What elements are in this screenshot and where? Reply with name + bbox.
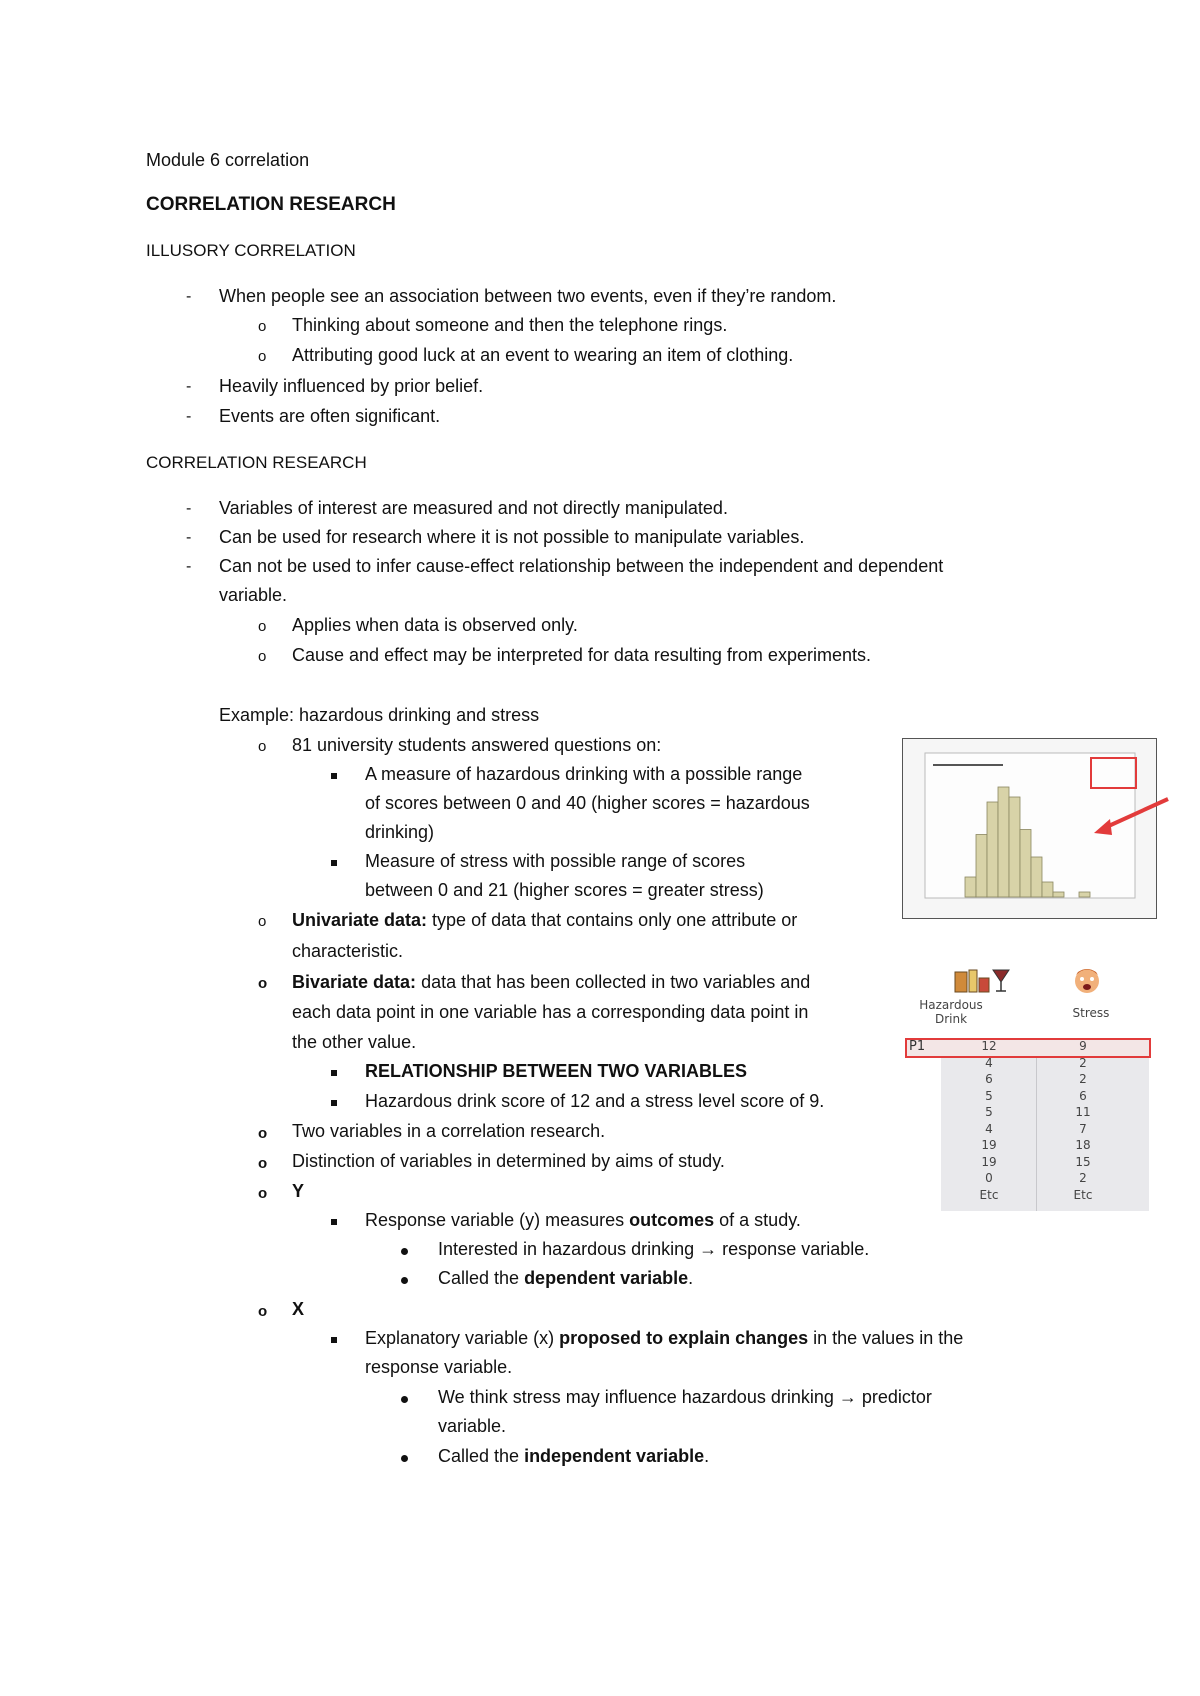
corr-bullet-2: Can be used for research where it is not possible to manipulate variables. xyxy=(219,527,805,547)
histogram-bar xyxy=(998,787,1009,897)
stress-measure-line2: between 0 and 21 (higher scores = greater stress) xyxy=(365,880,764,900)
x-heading: X xyxy=(292,1299,305,1319)
expl-post: in the values in the xyxy=(808,1328,964,1348)
red-arrow-icon xyxy=(1090,795,1170,845)
square-bullet xyxy=(331,1219,337,1225)
circle-bullet: o xyxy=(258,1155,268,1172)
circle-bullet: o xyxy=(258,1303,268,1320)
dash-bullet: - xyxy=(186,529,192,546)
corr-bullet-1: Variables of interest are measured and not directly manipulated. xyxy=(219,498,728,518)
table-cell-hazardous: 19 xyxy=(981,1138,997,1152)
table-cell-hazardous: 19 xyxy=(981,1154,997,1169)
round-bullet xyxy=(401,1396,408,1403)
stress-measure-line1: Measure of stress with possible range of scores xyxy=(365,851,746,871)
corr-sub-2: Cause and effect may be interpreted for data resulting from experiments. xyxy=(292,645,871,665)
predictor-line2: variable. xyxy=(438,1416,507,1436)
table-cell-hazardous: 12 xyxy=(981,1039,997,1053)
circle-bullet: o xyxy=(258,913,267,930)
dash-bullet: - xyxy=(186,378,192,395)
response-detail-1: Interested in hazardous drinking → response variable. xyxy=(438,1239,870,1259)
bivariate-def: data that has been collected in two variables and xyxy=(416,972,811,992)
square-bullet xyxy=(331,1100,337,1106)
explanatory-line2: response variable. xyxy=(365,1357,513,1377)
bivariate-line3: the other value. xyxy=(292,1032,417,1052)
predictor-line1: We think stress may influence hazardous drinking → predictor xyxy=(438,1387,932,1407)
circle-bullet: o xyxy=(258,1125,268,1142)
bivariate-table-figure xyxy=(905,966,1149,1211)
table-cell-stress: 15 xyxy=(1075,1154,1091,1169)
hazard-measure-line1: A measure of hazardous drinking with a possible range xyxy=(365,764,803,784)
dash-bullet: - xyxy=(186,408,192,425)
distinction-note: Distinction of variables in determined by aims of study. xyxy=(292,1151,725,1171)
table-cell-stress: 2 xyxy=(1079,1171,1087,1185)
table-cell-stress: 11 xyxy=(1075,1105,1091,1119)
illusory-bullet-2: Heavily influenced by prior belief. xyxy=(219,376,484,396)
illusory-bullet-1: When people see an association between two events, even if they’re random. xyxy=(219,286,837,306)
indep-post: . xyxy=(704,1446,710,1466)
indep-term: independent variable xyxy=(524,1446,705,1466)
square-bullet xyxy=(331,773,337,779)
indep-pre: Called the xyxy=(438,1446,525,1466)
response-outcomes: outcomes xyxy=(629,1210,715,1230)
main-heading: CORRELATION RESEARCH xyxy=(146,194,396,215)
table-cell-stress: 18 xyxy=(1075,1138,1091,1152)
table-cell-stress: 9 xyxy=(1079,1039,1087,1053)
round-bullet xyxy=(401,1277,408,1284)
table-cell-stress: 6 xyxy=(1079,1088,1087,1103)
table-cell-stress: 2 xyxy=(1079,1055,1087,1070)
histogram-bar xyxy=(965,877,976,897)
univariate-def: type of data that contains only one attribute or xyxy=(427,910,798,930)
section-illusory-title: ILLUSORY CORRELATION xyxy=(146,241,356,260)
response-post: of a study. xyxy=(714,1210,801,1230)
univariate-line2: characteristic. xyxy=(292,941,404,961)
dash-bullet: - xyxy=(186,558,192,575)
round-bullet xyxy=(401,1455,408,1462)
univariate-line1 xyxy=(292,910,797,932)
circle-bullet: o xyxy=(258,1185,268,1202)
bivariate-line1 xyxy=(292,972,810,994)
table-cell-hazardous: 6 xyxy=(985,1072,993,1086)
independent-line xyxy=(438,1446,709,1468)
square-bullet xyxy=(331,1337,337,1343)
bivariate-line2: each data point in one variable has a corresponding data point in xyxy=(292,1002,809,1022)
table-cell-hazardous: 4 xyxy=(985,1121,993,1136)
table-cell-hazardous: Etc xyxy=(979,1187,999,1202)
round-bullet xyxy=(401,1248,408,1255)
p1-row-label: P1 xyxy=(909,1039,926,1054)
response-variable-line xyxy=(365,1210,801,1232)
table-cell-stress: 7 xyxy=(1079,1121,1087,1136)
table-col-stress: Stress xyxy=(1072,1006,1110,1020)
histogram-bar xyxy=(987,802,998,897)
histogram-bar xyxy=(1042,882,1053,897)
table-col-hazardous: Hazardous Drink xyxy=(919,998,983,1026)
histogram-bar xyxy=(1009,797,1020,897)
circle-bullet: o xyxy=(258,738,267,755)
circle-bullet: o xyxy=(258,348,267,365)
illusory-sub-1: Thinking about someone and then the telephone rings. xyxy=(292,315,728,335)
dep-term: dependent variable xyxy=(524,1268,689,1288)
table-col-divider xyxy=(1036,1038,1037,1211)
two-variables-note: Two variables in a correlation research. xyxy=(292,1121,606,1141)
illusory-bullet-3: Events are often significant. xyxy=(219,406,441,426)
univariate-term: Univariate data: xyxy=(292,910,428,930)
hazard-measure-line3: drinking) xyxy=(365,822,435,842)
expl-bold: proposed to explain changes xyxy=(559,1328,809,1348)
corr-sub-1: Applies when data is observed only. xyxy=(292,615,578,635)
drinks-icon xyxy=(951,966,1021,994)
circle-bullet: o xyxy=(258,648,267,665)
circle-bullet: o xyxy=(258,975,268,992)
section-correlation-title: CORRELATION RESEARCH xyxy=(146,453,367,472)
dash-bullet: - xyxy=(186,500,192,517)
relationship-heading: RELATIONSHIP BETWEEN TWO VARIABLES xyxy=(365,1061,748,1081)
table-cell-hazardous: 5 xyxy=(985,1088,993,1103)
stressed-face-icon xyxy=(1072,966,1102,996)
circle-bullet: o xyxy=(258,318,267,335)
table-cell-stress: 2 xyxy=(1079,1072,1087,1086)
histogram-bar xyxy=(1079,892,1090,897)
illusory-sub-2: Attributing good luck at an event to wearing an item of clothing. xyxy=(292,345,794,365)
doc-title: Module 6 correlation xyxy=(146,150,310,170)
dash-bullet: - xyxy=(186,288,192,305)
table-cell-hazardous: 0 xyxy=(985,1171,993,1185)
histogram-bar xyxy=(1053,892,1064,897)
explanatory-line1 xyxy=(365,1328,963,1350)
square-bullet xyxy=(331,860,337,866)
response-detail-2 xyxy=(438,1268,693,1290)
dep-post: . xyxy=(688,1268,694,1288)
bivariate-term: Bivariate data: xyxy=(292,972,417,992)
histogram-bar xyxy=(976,835,987,898)
histogram-bar xyxy=(1031,857,1042,897)
table-cell-stress: Etc xyxy=(1073,1187,1093,1202)
hazard-measure-line2: of scores between 0 and 40 (higher scores = hazardous xyxy=(365,793,810,813)
response-pre: Response variable (y) measures xyxy=(365,1210,630,1230)
square-bullet xyxy=(331,1070,337,1076)
hazard-score-note: Hazardous drink score of 12 and a stress level score of 9. xyxy=(365,1091,825,1111)
corr-bullet-3-line2: variable. xyxy=(219,585,288,605)
y-heading: Y xyxy=(292,1181,305,1201)
table-cell-hazardous: 5 xyxy=(985,1105,993,1119)
dep-pre: Called the xyxy=(438,1268,525,1288)
example-title: Example: hazardous drinking and stress xyxy=(219,705,540,725)
histogram-bar xyxy=(1020,830,1031,898)
table-cell-hazardous: 4 xyxy=(985,1055,993,1070)
example-students: 81 university students answered questions on: xyxy=(292,735,662,755)
expl-pre: Explanatory variable (x) xyxy=(365,1328,560,1348)
circle-bullet: o xyxy=(258,618,267,635)
corr-bullet-3-line1: Can not be used to infer cause-effect relationship between the independent and dependent xyxy=(219,556,944,576)
